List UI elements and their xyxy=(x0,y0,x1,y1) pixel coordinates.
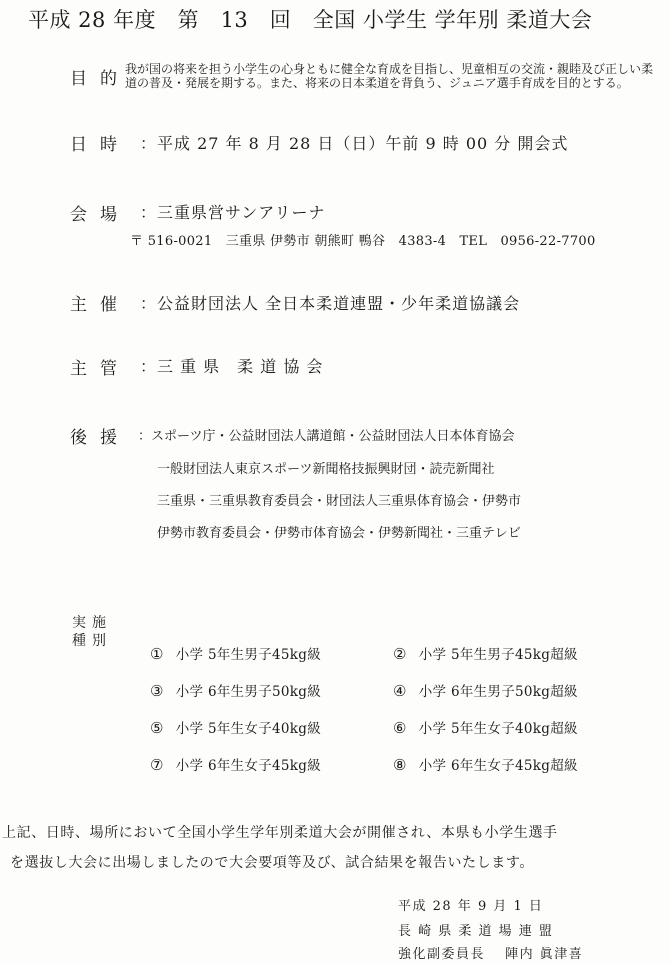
categories-label-2: 種別 xyxy=(72,633,112,649)
category-text: 小学 5年生女子40kg超級 xyxy=(418,721,578,737)
purpose-label: 目的 xyxy=(70,69,130,89)
closing-line-2: を選抜し大会に出場しましたので大会要項等及び、試合結果を報告いたします。 xyxy=(10,855,534,871)
manager-text: ：三 重 県 柔 道 協 会 xyxy=(140,357,324,376)
category-number: ④ xyxy=(393,682,407,700)
category-text: 小学 6年生男子50kg級 xyxy=(175,684,322,700)
venue-label: 会場 xyxy=(70,205,130,225)
category-number: ⑦ xyxy=(150,756,164,774)
organizer-text: ：公益財団法人 全日本柔道連盟・少年柔道協議会 xyxy=(140,294,521,313)
category-number: ③ xyxy=(150,682,164,700)
support-line-3: 三重県・三重県教育委員会・財団法人三重県体育協会・伊勢市 xyxy=(157,494,522,509)
category-item xyxy=(150,717,321,737)
category-item xyxy=(393,717,578,737)
support-line-2: 一般財団法人東京スポーツ新聞格技振興財団・読売新聞社 xyxy=(157,462,495,477)
category-text: 小学 6年生男子50kg超級 xyxy=(418,684,578,700)
support-label: 後援 xyxy=(70,428,130,448)
category-text: 小学 6年生女子45kg超級 xyxy=(418,758,578,774)
manager-label: 主管 xyxy=(70,359,130,379)
categories-label-1: 実施 xyxy=(72,615,112,631)
category-number: ⑤ xyxy=(150,719,164,737)
purpose-text: 我が国の将来を担う小学生の心身ともに健全な育成を目指し、児童相互の交流・親睦及び正しい柔道の普及・発展を期する。また、将来の日本柔道を背負う、ジュニア選手育成を目的とする。 xyxy=(125,62,654,90)
datetime-label: 日時 xyxy=(70,135,130,155)
category-text: 小学 5年生女子40kg級 xyxy=(175,721,322,737)
category-item xyxy=(393,643,578,663)
category-text: 小学 5年生男子45kg級 xyxy=(175,647,322,663)
category-item xyxy=(150,643,321,663)
support-line-4: 伊勢市教育委員会・伊勢市体育協会・伊勢新聞社・三重テレビ xyxy=(157,526,521,541)
document-title: 平成 28 年度 第 13 回 全国 小学生 学年別 柔道大会 xyxy=(28,8,593,32)
category-item xyxy=(393,754,578,774)
category-text: 小学 6年生女子45kg級 xyxy=(175,758,322,774)
signature-org: 長 崎 県 柔 道 場 連 盟 xyxy=(398,924,554,939)
organizer-label: 主催 xyxy=(70,295,130,315)
category-number: ② xyxy=(393,645,407,663)
datetime-text: ：平成 27 年 8 月 28 日（日）午前 9 時 00 分 開会式 xyxy=(140,134,569,153)
venue-address: 〒 516-0021 三重県 伊勢市 朝熊町 鴨谷 4383-4 TEL 0956-22-7700 xyxy=(130,234,596,249)
support-line-1: ：スポーツ庁・公益財団法人講道館・公益財団法人日本体育協会 xyxy=(138,429,515,444)
venue-name: ：三重県営サンアリーナ xyxy=(140,203,326,222)
category-number: ⑥ xyxy=(393,719,407,737)
closing-line-1: 上記、日時、場所において全国小学生学年別柔道大会が開催され、本県も小学生選手 xyxy=(2,825,558,841)
category-number: ① xyxy=(150,645,164,663)
category-text: 小学 5年生男子45kg超級 xyxy=(418,647,578,663)
category-item xyxy=(150,754,321,774)
category-number: ⑧ xyxy=(393,756,407,774)
category-item xyxy=(150,680,321,700)
signature-person: 強化副委員長 陣内 眞津喜 xyxy=(398,947,584,962)
category-item xyxy=(393,680,578,700)
signature-date: 平成 28 年 9 月 1 日 xyxy=(398,899,544,914)
